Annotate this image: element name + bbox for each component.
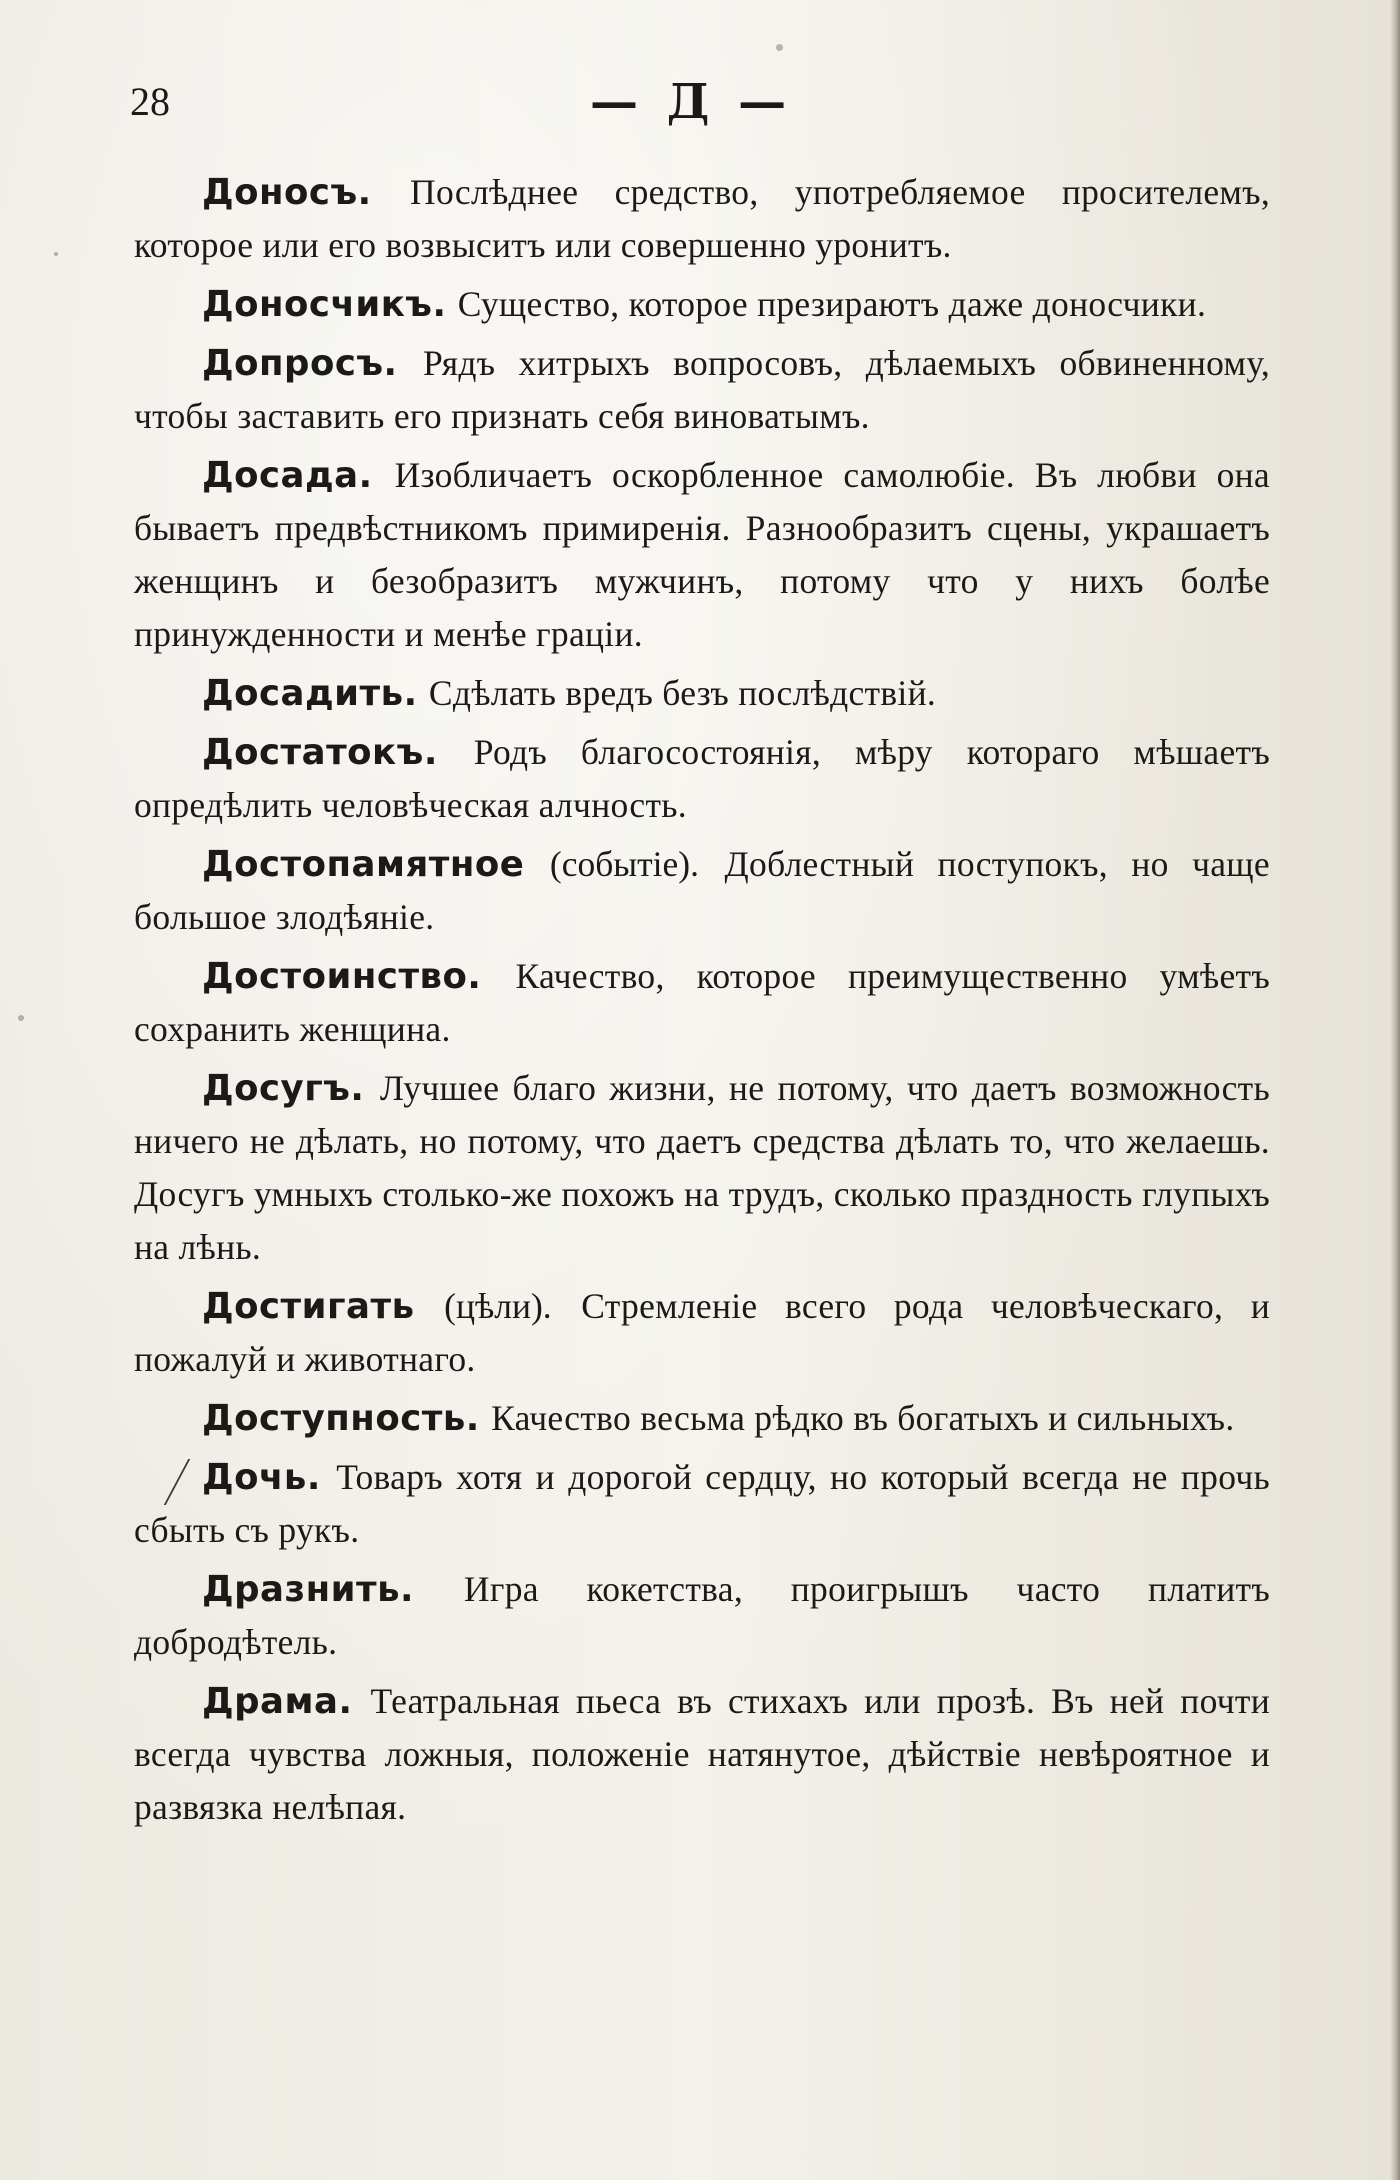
dictionary-entry (134, 1675, 1270, 1834)
entry-qualifier: (событіе). (549, 844, 699, 884)
dictionary-entry (134, 1280, 1270, 1386)
entry-term: Дочь. (202, 1457, 321, 1498)
dictionary-entry (134, 726, 1270, 832)
entry-term: Достатокъ. (202, 732, 438, 773)
entry-qualifier: (цѣли). (444, 1286, 552, 1326)
entry-term: Драма. (202, 1681, 353, 1722)
entry-term: Достоинство. (202, 956, 482, 997)
entry-term: Достопамятное (202, 844, 525, 885)
entry-definition: Доблестный поступокъ, но чаще большое злодѣяніе. (134, 844, 1270, 937)
entry-term: Доступность. (202, 1398, 480, 1439)
dictionary-entry (134, 166, 1270, 272)
entry-definition: Стремленіе всего рода человѣческаго, и пожалуй и животнаго. (134, 1286, 1270, 1379)
dictionary-entry (134, 950, 1270, 1056)
entry-definition: Изобличаетъ оскорбленное самолюбіе. Въ любви она бываетъ предвѣстникомъ примиренія. Разнообразитъ сцены, украшаетъ женщинъ и безобразитъ мужчинъ, потому что у нихъ болѣе принужденности и менѣе граціи. (134, 455, 1270, 654)
entry-term: Допросъ. (202, 343, 398, 384)
entry-definition: Театральная пьеса въ стихахъ или прозѣ. Въ ней почти всегда чувства ложныя, положеніе натянутое, дѣйствіе невѣроятное и развязка нелѣпая. (134, 1681, 1270, 1827)
running-head: — Д — (590, 74, 793, 130)
entry-term: Доносчикъ. (202, 284, 447, 325)
entry-definition: Качество весьма рѣдко въ богатыхъ и сильныхъ. (491, 1398, 1235, 1438)
entry-term: Досугъ. (202, 1068, 365, 1109)
page-number: 28 (130, 79, 170, 124)
entry-definition: Родъ благосостоянія, мѣру котораго мѣшаетъ опредѣлить человѣческая алчность. (134, 732, 1270, 825)
dictionary-entry (134, 667, 1270, 720)
entry-definition: Существо, которое презираютъ даже доносчики. (457, 284, 1207, 324)
dictionary-entry (134, 449, 1270, 661)
entry-definition: Качество, которое преимущественно умѣетъ сохранить женщина. (134, 956, 1270, 1049)
entry-definition: Сдѣлать вредъ безъ послѣдствій. (428, 673, 937, 713)
paper-speck (54, 252, 58, 256)
entry-term: Достигать (202, 1286, 415, 1327)
entry-term: Доносъ. (202, 172, 372, 213)
entry-definition: Игра кокетства, проигрышъ часто платитъ добродѣтель. (134, 1569, 1270, 1662)
entry-definition: Послѣднее средство, употребляемое просителемъ, которое или его возвыситъ или совершенно уронитъ. (134, 172, 1270, 265)
dictionary-entry (134, 1451, 1270, 1557)
paper-speck (776, 44, 783, 51)
entry-definition: Товаръ хотя и дорогой сердцу, но который всегда не прочь сбыть съ рукъ. (134, 1457, 1270, 1550)
page-edge-shadow (1390, 0, 1400, 2180)
dictionary-entry (134, 1062, 1270, 1274)
dictionary-entries (134, 166, 1270, 1840)
entry-term: Досада. (202, 455, 373, 496)
dictionary-entry (134, 337, 1270, 443)
dictionary-entry (134, 1392, 1270, 1445)
paper-speck (18, 1015, 24, 1021)
page-header (130, 74, 1270, 138)
dictionary-entry (134, 838, 1270, 944)
dictionary-entry (134, 1563, 1270, 1669)
entry-definition: Рядъ хитрыхъ вопросовъ, дѣлаемыхъ обвиненному, чтобы заставить его признать себя виноватымъ. (134, 343, 1270, 436)
entry-term: Дразнить. (202, 1569, 415, 1610)
entry-term: Досадить. (202, 673, 418, 714)
dictionary-entry (134, 278, 1270, 331)
entry-definition: Лучшее благо жизни, не потому, что даетъ возможность ничего не дѣлать, но потому, что даетъ средства дѣлать то, что желаешь. Досугъ умныхъ столько-же похожъ на трудъ, сколько праздность глупыхъ на лѣнь. (134, 1068, 1270, 1267)
